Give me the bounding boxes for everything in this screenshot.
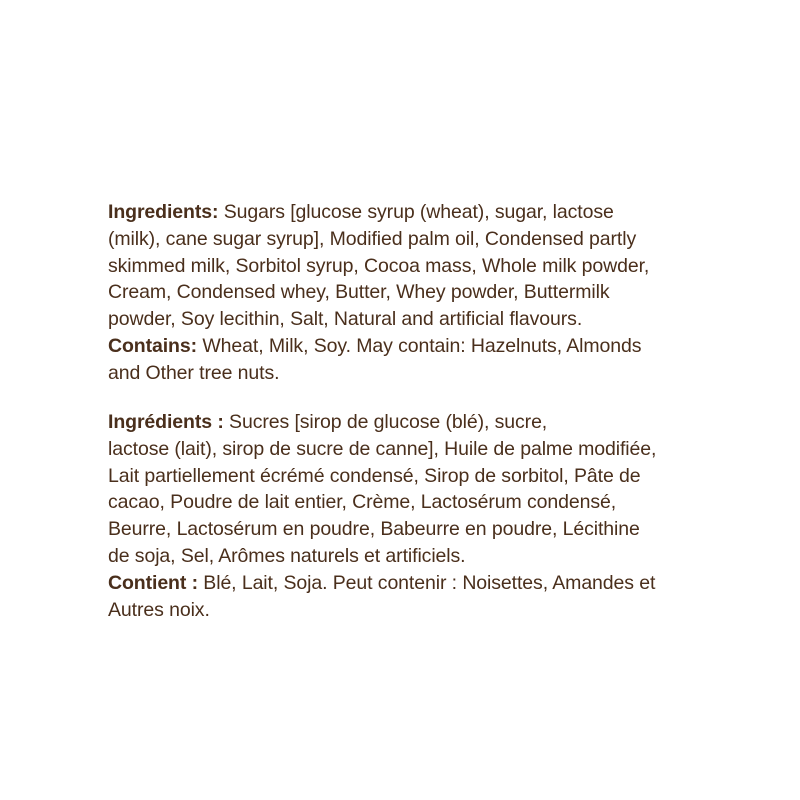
ingredients-line <box>108 409 728 436</box>
contains-text: Wheat, Milk, Soy. May contain: Hazelnuts, Almonds <box>197 334 642 357</box>
ingredients-text: Lait partiellement écrémé condensé, Sirop de sorbitol, Pâte de <box>108 464 641 487</box>
contains-text: Blé, Lait, Soja. Peut contenir : Noisettes, Amandes et <box>197 571 656 594</box>
contains-text: Autres noix. <box>108 598 210 621</box>
ingredients-line <box>108 199 728 226</box>
ingredients-text: (milk), cane sugar syrup], Modified palm oil, Condensed partly <box>108 227 637 250</box>
ingredients-text: lactose (lait), sirop de sucre de canne], Huile de palme modifiée, <box>108 437 657 460</box>
ingredients-text: cacao, Poudre de lait entier, Crème, Lactosérum condensé, <box>108 491 617 514</box>
french-ingredients-block <box>108 409 728 623</box>
contains-line <box>108 333 728 360</box>
english-ingredients-block <box>108 199 728 387</box>
ingredients-heading: Ingrédients : <box>108 411 224 433</box>
ingredients-text: Sugars [glucose syrup (wheat), sugar, lactose <box>218 201 614 223</box>
contains-text: and Other tree nuts. <box>108 361 280 384</box>
ingredients-text: Sucres [sirop de glucose (blé), sucre, <box>223 411 548 433</box>
contains-heading: Contains: <box>108 334 198 357</box>
ingredients-text: Beurre, Lactosérum en poudre, Babeurre en poudre, Lécithine <box>108 518 640 541</box>
ingredients-text: Cream, Condensed whey, Butter, Whey powder, Buttermilk <box>108 281 610 304</box>
contains-heading: Contient : <box>108 571 198 594</box>
ingredients-text: powder, Soy lecithin, Salt, Natural and artificial flavours. <box>108 308 583 331</box>
contains-line <box>108 570 728 597</box>
ingredients-text: skimmed milk, Sorbitol syrup, Cocoa mass, Whole milk powder, <box>108 254 650 277</box>
ingredients-text: de soja, Sel, Arômes naturels et artificiels. <box>108 544 466 567</box>
ingredients-heading: Ingredients: <box>108 201 219 223</box>
